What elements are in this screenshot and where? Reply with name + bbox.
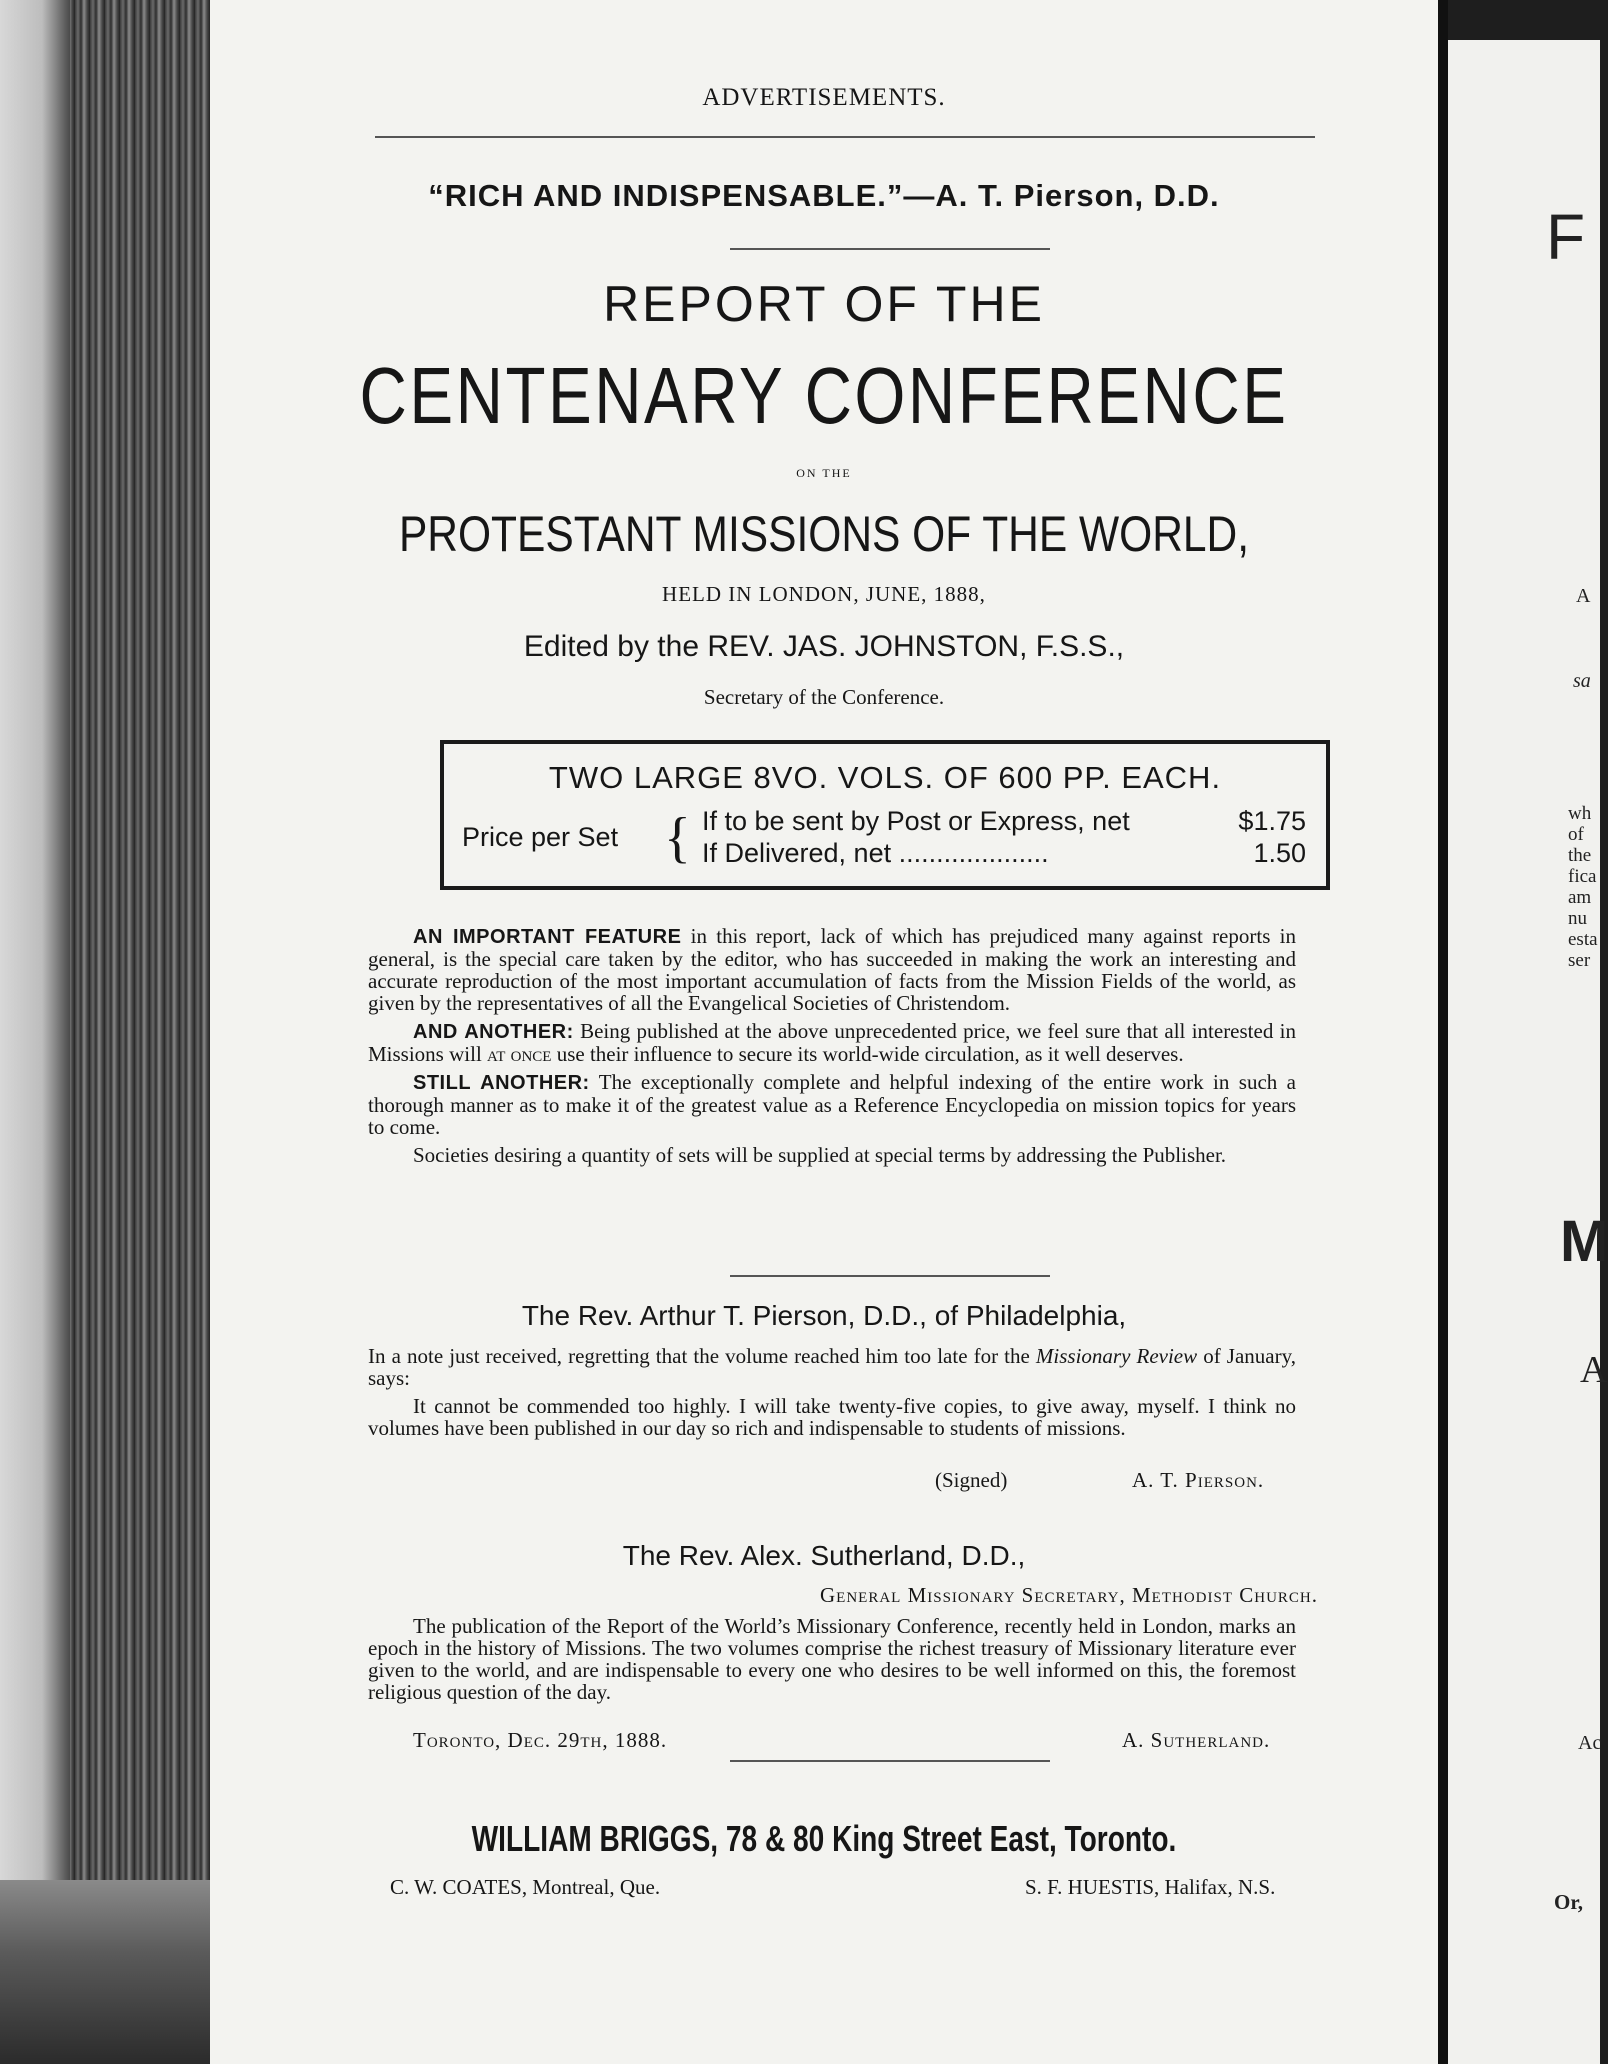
pierson-heading: The Rev. Arthur T. Pierson, D.D., of Philadelphia, [521, 1300, 1127, 1331]
fragment-column [1568, 803, 1598, 971]
fragment-text: M [1560, 1209, 1608, 1274]
feature-text: The exceptionally complete and helpful indexing of the entire work in such a thorough manner as to make it of the greatest value as a Reference Encyclopedia on mission topics for years to come. [368, 1070, 1296, 1139]
feature-paragraph [368, 1020, 1296, 1065]
pierson-testimonial [368, 1345, 1296, 1445]
title-line-3: ON THE [796, 466, 852, 480]
title-main: CENTENARY CONFERENCE [359, 351, 1289, 440]
price-amount-delivered: 1.50 [1253, 838, 1306, 868]
secretary-line: Secretary of the Conference. [703, 685, 945, 709]
feature-text: in this report, lack of which has prejudiced many against reports in general, is the special care taken by the editor, who has succeeded in making the work an interesting and accurate reproduction of the most important accumulation of facts from the Mission Fields of the world, as given by the representatives of all the Evangelical Societies of Christendom. [368, 924, 1296, 1015]
publication-title: Missionary Review [1035, 1344, 1198, 1368]
fragment-text: A [1580, 1349, 1608, 1391]
fragment-line: the [1568, 845, 1592, 866]
facing-page-fragment [1448, 40, 1608, 2064]
fragment-line: esta [1568, 929, 1598, 950]
sutherland-text: The publication of the Report of the World’s Missionary Conference, recently held in London, marks an epoch in the history of Missions. The two volumes comprise the richest treasury of Missionary literature ever given to the world, and are indispensable to every one who desires to be well informed on this, the foremost religious question of the day. [368, 1614, 1296, 1704]
feature-lead: AN IMPORTANT FEATURE [413, 926, 682, 948]
feature-lead: AND ANOTHER: [413, 1021, 574, 1043]
feature-emphasis: at once [487, 1042, 552, 1066]
intro-text: In a note just received, regretting that the volume reached him too late for the [368, 1344, 1036, 1368]
feature-text: Societies desiring a quantity of sets will be supplied at special terms by addressing the Publisher. [413, 1143, 1227, 1167]
sutherland-testimonial [368, 1615, 1296, 1709]
header-rule [375, 136, 1315, 138]
fragment-line: fica [1568, 866, 1597, 887]
page-edge-shade [0, 0, 70, 2064]
agent-montreal: C. W. COATES, Montreal, Que. [390, 1875, 661, 1899]
endorsement-quote: “RICH AND INDISPENSABLE.”—A. T. Pierson, D.D. [428, 178, 1220, 213]
pierson-intro [368, 1345, 1296, 1389]
divider-rule [730, 1760, 1050, 1762]
feature-lead: STILL ANOTHER: [413, 1072, 590, 1094]
divider-rule [730, 248, 1050, 250]
feature-paragraph [368, 1144, 1296, 1166]
price-option-post: If to be sent by Post or Express, net [702, 806, 1130, 836]
fragment-text: Ac [1578, 1732, 1602, 1754]
running-head: ADVERTISEMENTS. [702, 84, 946, 111]
fragment-line: am [1568, 887, 1592, 908]
fragment-text: sa [1573, 670, 1591, 692]
fragment-line: nu [1568, 908, 1587, 929]
price-box [440, 740, 1330, 890]
feature-text: use their influence to secure its world-wide circulation, as it well deserves. [551, 1042, 1184, 1066]
held-line: HELD IN LONDON, JUNE, 1888, [662, 582, 986, 606]
agent-halifax: S. F. HUESTIS, Halifax, N.S. [1025, 1875, 1276, 1899]
volumes-description: TWO LARGE 8VO. VOLS. OF 600 PP. EACH. [548, 760, 1222, 795]
price-label: Price per Set [462, 822, 619, 852]
fragment-text: F [1546, 201, 1586, 273]
feature-paragraph [368, 1071, 1296, 1138]
fragment-line: of [1568, 824, 1584, 845]
fragment-line: ser [1568, 950, 1591, 971]
pierson-quote: It cannot be commended too highly. I will take twenty-five copies, to give away, myself. I think no volumes have been published in our day so rich and indispensable to students of missions. [368, 1394, 1296, 1440]
advertisement-page [210, 0, 1438, 2064]
place-date: Toronto, Dec. 29th, 1888. [413, 1728, 668, 1752]
brace-glyph: { [664, 807, 691, 869]
publisher-address: WILLIAM BRIGGS, 78 & 80 King Street East, Toronto. [471, 1818, 1177, 1859]
pierson-signature: A. T. Pierson. [1132, 1468, 1265, 1492]
fragment-text: Or, [1554, 1890, 1583, 1914]
features-section [368, 925, 1296, 1172]
fragment-line: wh [1568, 803, 1592, 824]
signed-label: (Signed) [935, 1468, 1008, 1492]
intro-text: of January, says: [368, 1344, 1296, 1390]
sutherland-title: General Missionary Secretary, Methodist Church. [820, 1583, 1319, 1607]
editor-line: Edited by the REV. JAS. JOHNSTON, F.S.S., [523, 630, 1125, 663]
page-gutter [1438, 0, 1448, 2064]
sutherland-heading: The Rev. Alex. Sutherland, D.D., [622, 1540, 1026, 1571]
binding-bottom-shadow [0, 1880, 210, 2064]
feature-paragraph [368, 925, 1296, 1014]
divider-rule [730, 1275, 1050, 1277]
sutherland-signature: A. Sutherland. [1122, 1728, 1271, 1752]
title-line-4: PROTESTANT MISSIONS OF THE WORLD, [398, 506, 1250, 562]
title-line-1: REPORT OF THE [603, 276, 1045, 332]
price-amount-post: $1.75 [1238, 806, 1306, 836]
fragment-text: A [1576, 585, 1591, 607]
feature-text: Being published at the above unprecedented price, we feel sure that all interested in Missions will [368, 1019, 1296, 1066]
price-option-delivered: If Delivered, net .................... [702, 838, 1049, 868]
